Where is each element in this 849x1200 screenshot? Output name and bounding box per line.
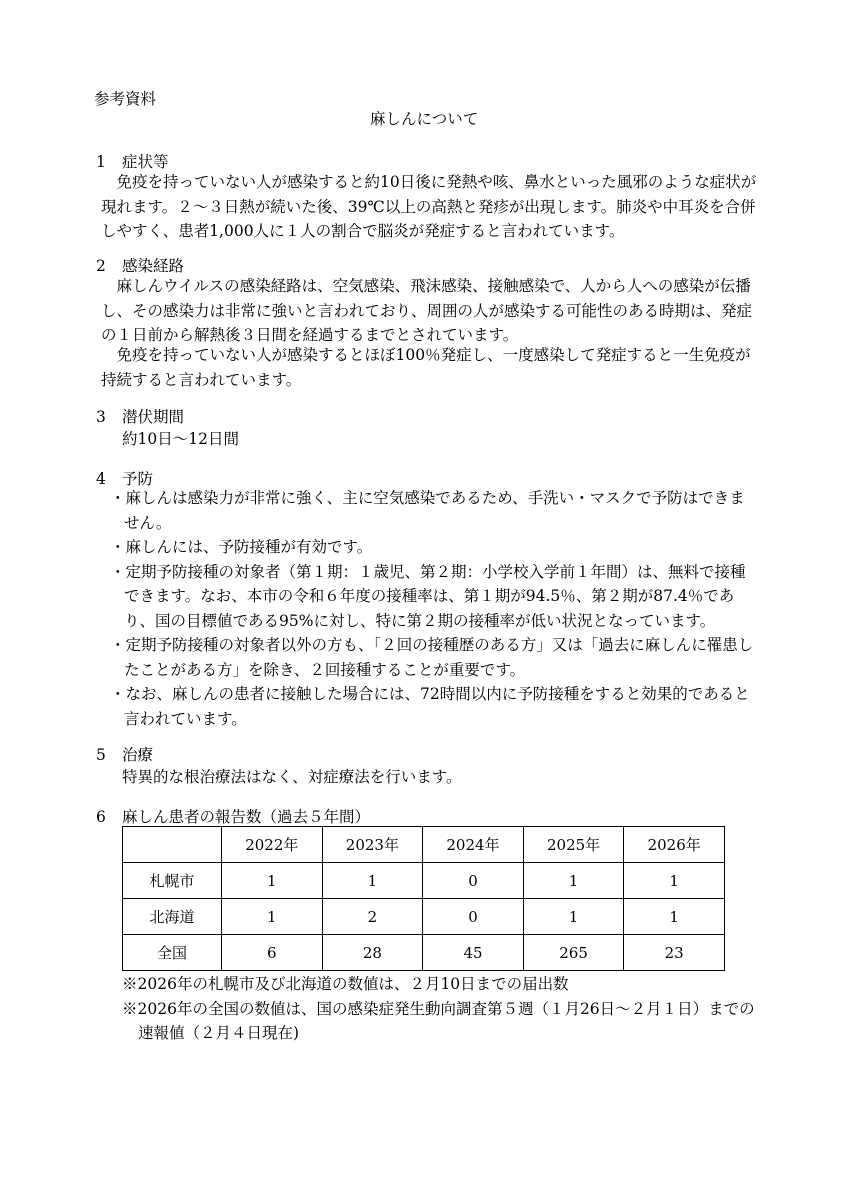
section-1-body: 免疫を持っていない人が感染すると約10日後に発熱や咳、鼻水といった風邪のような症状が現れます。２～３日熱が続いた後、39℃以上の高熱と発疹が出現します。肺炎や中耳炎を合併しやすく、患者1,000人に１人の割合で脳炎が発症すると言われています。: [101, 173, 757, 240]
section-6-title: 麻しん患者の報告数（過去５年間）: [122, 808, 371, 826]
prevention-item: ・定期予防接種の対象者以外の方も、「２回の接種歴のある方」又は「過去に麻しんに罹患したことがある方」を除き、２回接種することが重要です。: [110, 636, 754, 679]
table-cell: 6: [222, 935, 323, 971]
table-row-label: 全国: [123, 935, 222, 971]
table-cell: 0: [423, 863, 524, 899]
table-column-header: 2023年: [322, 827, 423, 863]
prevention-item: ・麻しんは感染力が非常に強く、主に空気感染であるため、手洗い・マスクで予防はできません。: [110, 489, 745, 532]
table-header-row: [123, 827, 725, 863]
prevention-item: ・麻しんには、予防接種が有効です。: [110, 538, 373, 556]
section-3-body: 約10日～12日間: [122, 430, 239, 448]
table-note: ※2026年の全国の数値は、国の感染症発生動向調査第５週（１月26日～２月１日）までの速報値（２月４日現在): [122, 999, 755, 1042]
section-1-title: 症状等: [122, 153, 169, 171]
table-cell: 1: [322, 863, 423, 899]
table-row: [123, 863, 725, 899]
section-2-number: 2: [96, 257, 106, 275]
table-note: ※2026年の札幌市及び北海道の数値は、２月10日までの届出数: [122, 975, 569, 993]
section-2-title: 感染経路: [122, 257, 185, 275]
table-column-header: 2025年: [523, 827, 624, 863]
section-6-heading: [96, 805, 370, 827]
section-1-heading: [96, 150, 169, 172]
section-5-heading: [96, 743, 153, 765]
table-corner-cell: [123, 827, 222, 863]
table-cell: 23: [624, 935, 725, 971]
table-cell: 265: [523, 935, 624, 971]
table-column-header: 2024年: [423, 827, 524, 863]
table-column-header: 2022年: [222, 827, 323, 863]
table-row: [123, 899, 725, 935]
measles-report-table: [122, 826, 725, 971]
section-5-body: 特異的な根治療法はなく、対症療法を行います。: [122, 768, 462, 786]
table-notes: [122, 972, 762, 1046]
table-cell: 0: [423, 899, 524, 935]
section-2-heading: [96, 254, 184, 276]
prevention-item: ・なお、麻しんの患者に接触した場合には、72時間以内に予防接種をすると効果的であると言われています。: [110, 685, 750, 728]
section-6-number: 6: [96, 808, 106, 826]
section-2-body-1: 麻しんウイルスの感染経路は、空気感染、飛沫感染、接触感染で、人から人への感染が伝播し、その感染力は非常に強いと言われており、周囲の人が感染する可能性のある時期は、発症の１日前から解熱後３日間を経過するまでとされています。: [101, 277, 753, 344]
section-3-title: 潜伏期間: [122, 408, 185, 426]
section-5-number: 5: [96, 746, 106, 764]
table-cell: 2: [322, 899, 423, 935]
page-title: 麻しんについて: [370, 110, 479, 128]
table-row: [123, 935, 725, 971]
table-cell: 1: [624, 863, 725, 899]
document-label: 参考資料: [94, 90, 157, 108]
section-3-number: 3: [96, 408, 106, 426]
section-2-body-2: 免疫を持っていない人が感染するとほぼ100％発症し、一度感染して発症すると一生免疫が持続すると言われています。: [101, 346, 751, 389]
section-3-heading: [96, 405, 184, 427]
table-cell: 1: [523, 863, 624, 899]
table-cell: 28: [322, 935, 423, 971]
prevention-item: ・定期予防接種の対象者（第１期：１歳児、第２期：小学校入学前１年間）は、無料で接種できます。なお、本市の令和６年度の接種率は、第１期が94.5％、第２期が87.4％であり、国の目標値である95%に対し、特に第２期の接種率が低い状況となっています。: [110, 562, 746, 630]
section-5-title: 治療: [122, 746, 154, 764]
table-row-label: 北海道: [123, 899, 222, 935]
table-cell: 1: [523, 899, 624, 935]
table-column-header: 2026年: [624, 827, 725, 863]
section-4-title: 予防: [122, 470, 154, 488]
table-cell: 1: [222, 899, 323, 935]
table-cell: 45: [423, 935, 524, 971]
prevention-list: [110, 486, 760, 731]
section-1-number: 1: [96, 153, 106, 171]
section-4-number: 4: [96, 470, 106, 488]
table-row-label: 札幌市: [123, 863, 222, 899]
table-cell: 1: [624, 899, 725, 935]
table-cell: 1: [222, 863, 323, 899]
